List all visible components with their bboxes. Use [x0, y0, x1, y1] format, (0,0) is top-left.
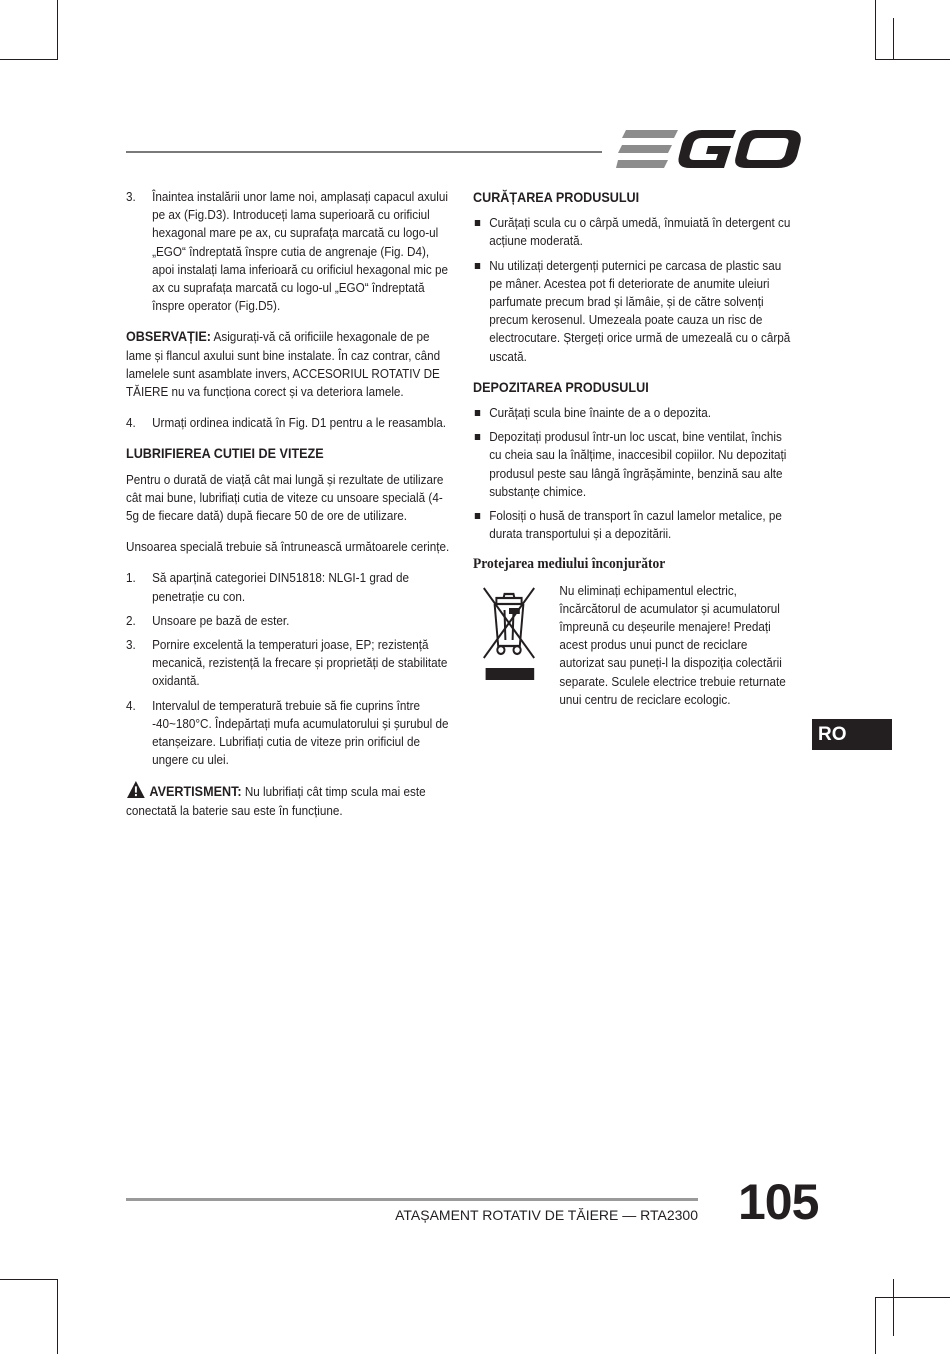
crop-mark [0, 59, 58, 60]
list-item [126, 636, 450, 691]
header-rule [126, 151, 602, 153]
right-column [473, 188, 801, 712]
item-number: 4. [126, 697, 136, 713]
item-text: Nu utilizați detergenți puternici pe carcasa de plastic sau pe mâner. Acestea pot fi deteriorate de anumite uleiuri parfumate precum brad și lămâie, și de către solvenți precum kerosenul. Umezeala poate cauza un risc de electrocutare. Ștergeți orice urmă de umezeală cu o cârpă uscată. [489, 257, 791, 364]
crop-mark [893, 18, 894, 60]
crossed-out-bin-icon [477, 584, 542, 680]
item-text: Folosiți o husă de transport în cazul lamelor metalice, pe durata transportului și a depozitării. [489, 508, 782, 542]
lubrication-paragraph: Pentru o durată de viață cât mai lungă și rezultate de utilizare cât mai bune, lubrifiați cutia de viteze cu unsoare specială (4-5g de fiecare dată) după fiecare 50 de ore de utilizare. [126, 471, 444, 524]
language-tab: RO [812, 719, 892, 750]
list-item [126, 569, 450, 605]
environment-block [473, 582, 797, 712]
section-heading-environment: Protejarea mediului înconjurător [473, 556, 666, 573]
list-item [126, 188, 450, 315]
section-heading-lubrication: LUBRIFIEREA CUTIEI DE VITEZE [126, 445, 324, 462]
bullet-square-icon [475, 263, 480, 269]
item-number: 3. [126, 189, 136, 204]
bullet-square-icon [475, 220, 480, 226]
item-text: Pornire excelentă la temperaturi joase, EP; rezistență mecanică, rezistență la frecare și proprietăți de stabilitate oxidantă. [152, 637, 448, 689]
bullet-square-icon [475, 410, 480, 416]
warning-label: AVERTISMENT: [149, 783, 242, 800]
crop-mark [57, 1279, 58, 1354]
list-item [473, 257, 797, 366]
list-item [126, 414, 450, 432]
crop-mark [875, 1297, 950, 1298]
crop-mark [875, 59, 950, 60]
section-heading-storage: DEPOZITAREA PRODUSULUI [473, 378, 649, 395]
page-number: 105 [738, 1174, 819, 1230]
lubrication-requirements-intro: Unsoarea specială trebuie să întrunească următoarele cerințe. [126, 539, 450, 555]
crop-mark [875, 0, 876, 60]
note-paragraph [126, 327, 450, 401]
crop-mark [57, 0, 58, 60]
section-heading-cleaning: CURĂȚAREA PRODUSULUI [473, 189, 640, 205]
list-item [473, 404, 797, 422]
crop-mark [0, 1279, 58, 1280]
install-steps [126, 188, 450, 315]
list-item [126, 697, 450, 770]
footer-title: ATAȘAMENT ROTATIV DE TĂIERE — RTA2300 [395, 1207, 698, 1223]
crop-mark [893, 1279, 894, 1336]
item-text: Intervalul de temperatură trebuie să fie cuprins între -40~180°C. Îndepărtați mufa acumulatorului și șurubul de etanșeizare. Lubrifiați cutia de viteze prin orificiul de ungere cu ulei. [152, 697, 449, 768]
list-item [473, 428, 797, 501]
item-number: 3. [126, 637, 136, 653]
note-text: Asigurați-vă că orificiile hexagonale de pe lame și flancul axului sunt bine instalate. În caz contrar, când lamelele sunt asamblate invers, ACCESORIUL ROTATIV DE TĂIERE nu va funcționa corect și va deteriora lamele. [126, 329, 441, 400]
warning-text: Nu lubrifiați cât timp scula mai este conectată la baterie sau este în funcțiune. [126, 784, 426, 818]
item-text: Înaintea instalării unor lame noi, amplasați capacul axului pe ax (Fig.D3). Introduceți lama superioară cu orificiul hexagonal mare pe ax, cu suprafața marcată cu logo-ul „EGO“ îndreptată înspre cutia de angrenaje (Fig. D4), apoi instalați lama inferioară cu orificiul hexagonal mic pe ax cu suprafața marcată cu logo-ul „EGO“ îndreptată înspre operator (Fig.D5). [152, 189, 449, 314]
crop-mark [875, 1297, 876, 1354]
ego-logo [616, 128, 802, 172]
list-item [126, 612, 450, 630]
item-text: Curățați scula cu o cârpă umedă, înmuiată în detergent cu acțiune moderată. [489, 215, 791, 249]
warning-paragraph [126, 781, 450, 819]
item-text: Curățați scula bine înainte de a o depozita. [489, 405, 712, 421]
list-item [473, 214, 797, 250]
bullet-square-icon [475, 434, 480, 440]
item-text: Urmați ordinea indicată în Fig. D1 pentru a le reasambla. [152, 415, 447, 431]
list-item [473, 507, 797, 543]
left-column [126, 188, 454, 833]
bullet-square-icon [475, 513, 480, 519]
requirements-list [126, 569, 450, 769]
item-text: Depozitați produsul într-un loc uscat, bine ventilat, închis cu cheia sau la înălțime, inaccesibil copiilor. Nu depozitați produsul peste sau lângă îngrășăminte, benzină sau alte substanțe chimice. [489, 429, 787, 499]
item-number: 4. [126, 415, 136, 431]
item-number: 1. [126, 570, 136, 586]
environment-text: Nu eliminați echipamentul electric, încărcătorul de acumulator și acumulatorul împreună cu deșeurile menajere! Predați acest produs unui punct de reciclare autorizat sau puneți-l la dispoziția colectării separate. Sculele electrice trebuie returnate unui centru de reciclare ecologic. [559, 582, 786, 707]
footer-rule [126, 1198, 698, 1201]
note-label: OBSERVAȚIE: [126, 328, 211, 345]
warning-triangle-icon [126, 781, 146, 798]
item-text: Unsoare pe bază de ester. [152, 612, 290, 628]
reassemble-steps [126, 414, 450, 432]
storage-list [473, 404, 797, 543]
cleaning-list [473, 214, 797, 366]
item-text: Să aparțină categoriei DIN51818: NLGI-1 grad de penetrație cu con. [152, 570, 410, 604]
item-number: 2. [126, 612, 136, 628]
